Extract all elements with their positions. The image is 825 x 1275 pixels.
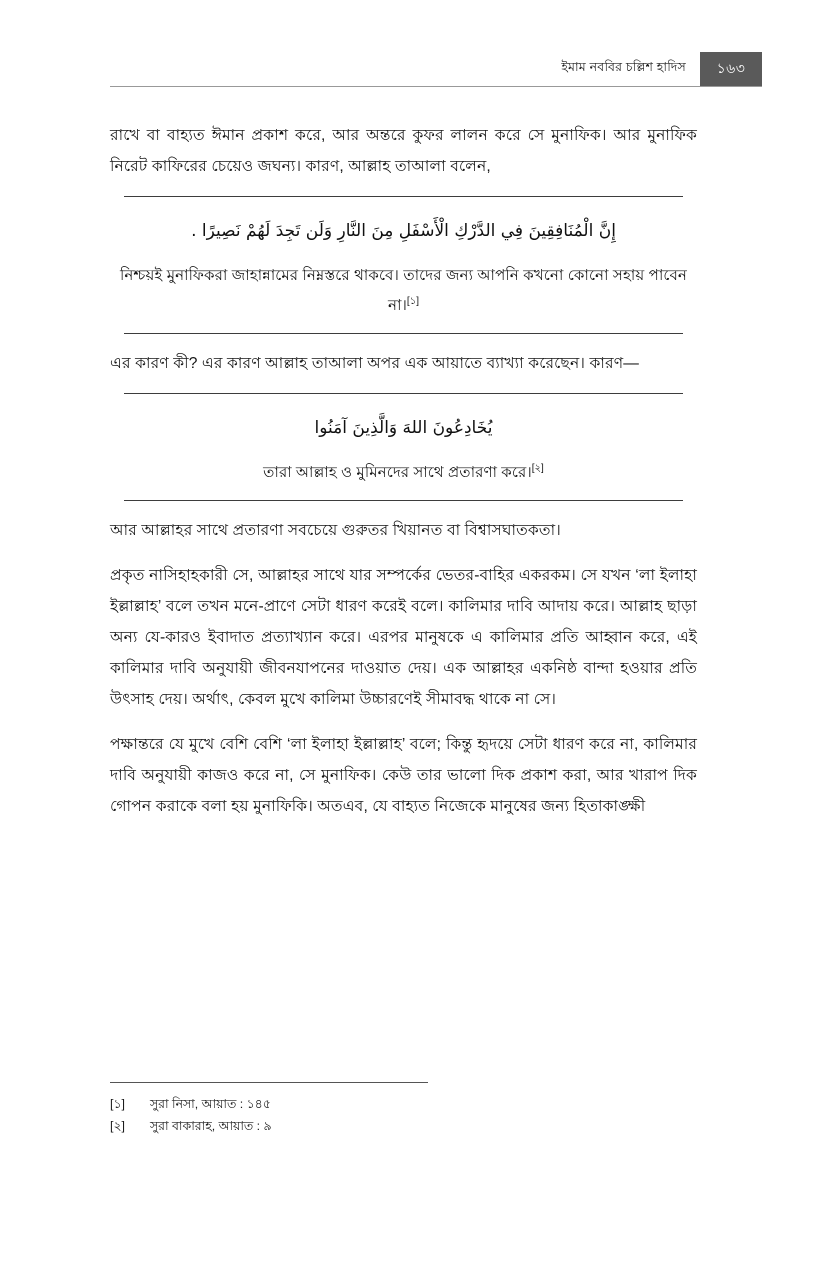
paragraph-4: প্রকৃত নাসিহাহকারী সে, আল্লাহর সাথে যার সম্পর্কের ভেতর-বাহির একরকম। সে যখন ‘লা ইলাহা ইল্লাল্লাহ’ বলে তখন মনে-প্রাণে সেটা ধারণ করেই বলে। কালিমার দাবি আদায় করে। আল্লাহ ছাড়া অন্য যে-কারও ইবাদাত প্রত্যাখ্যান করে। এরপর মানুষকে এ কালিমার প্রতি আহ্বান করে, এই কালিমার দাবি অনুযায়ী জীবনযাপনের দাওয়াত দেয়। এক আল্লাহর একনিষ্ঠ বান্দা হওয়ার প্রতি উৎসাহ দেয়। অর্থাৎ, কেবল মুখে কালিমা উচ্চারণেই সীমাবদ্ধ থাকে না সে। xyxy=(110,567,697,708)
quotation-block-1 xyxy=(110,196,697,334)
footnote-text: সুরা বাকারাহ, আয়াত : ৯ xyxy=(150,1119,272,1133)
footnote-item xyxy=(110,1093,430,1115)
quote-translation-text-1: নিশ্চয়ই মুনাফিকরা জাহান্নামের নিম্নস্তরে থাকবে। তাদের জন্য আপনি কখনো কোনো সহায় পাবেন না। xyxy=(120,267,687,314)
paragraph-5: পক্ষান্তরে যে মুখে বেশি বেশি ‘লা ইলাহা ইল্লাল্লাহ’ বলে; কিন্তু হৃদয়ে সেটা ধারণ করে না, কালিমার দাবি অনুযায়ী কাজও করে না, সে মুনাফিক। কেউ তার ভালো দিক প্রকাশ করা, আর খারাপ দিক গোপন করাকে বলা হয় মুনাফিকি। অতএব, যে বাহ্যত নিজেকে মানুষের জন্য হিতাকাঙ্ক্ষী xyxy=(110,736,697,815)
paragraph-3: আর আল্লাহর সাথে প্রতারণা সবচেয়ে গুরুতর খিয়ানত বা বিশ্বাসঘাতকতা। xyxy=(110,522,561,539)
header-book-title: ইমাম নববির চল্লিশ হাদিস xyxy=(561,60,686,74)
footnote-area xyxy=(110,1082,430,1137)
footnote-text: সুরা নিসা, আয়াত : ১৪৫ xyxy=(150,1097,271,1111)
quote-translation-2 xyxy=(110,458,697,500)
footnote-marker: [১] xyxy=(110,1097,125,1111)
page-content xyxy=(110,120,697,836)
footnote-marker: [২] xyxy=(110,1119,125,1133)
quote-arabic-1: إِنَّ الْمُنَافِقِينَ فِي الدَّرْكِ الْأَسْفَلِ مِنَ النَّارِ وَلَن تَجِدَ لَهُمْ نَصِيرًا . xyxy=(191,221,616,241)
footnote-ref-2[interactable]: [২] xyxy=(531,462,544,474)
header-page-number: ১৬৩ xyxy=(700,52,762,86)
quotation-block-2 xyxy=(110,393,697,501)
quote-bottom-rule-1 xyxy=(124,333,683,334)
quote-translation-text-2: তারা আল্লাহ ও মুমিনদের সাথে প্রতারণা করে। xyxy=(263,464,532,481)
header-divider xyxy=(110,86,762,87)
footnote-ref-1[interactable]: [১] xyxy=(406,295,419,307)
footnote-divider xyxy=(110,1082,428,1083)
paragraph-2: এর কারণ কী? এর কারণ আল্লাহ তাআলা অপর এক আয়াতে ব্যাখ্যা করেছেন। কারণ— xyxy=(110,355,639,372)
quote-bottom-rule-2 xyxy=(124,500,683,501)
paragraph-1: রাখে বা বাহ্যত ঈমান প্রকাশ করে, আর অন্তরে কুফর লালন করে সে মুনাফিক। আর মুনাফিক নিরেট কাফিরের চেয়েও জঘন্য। কারণ, আল্লাহ তাআলা বলেন, xyxy=(110,127,697,175)
quote-arabic-2: يُخَادِعُونَ اللهَ وَالَّذِينَ آمَنُوا xyxy=(314,418,493,438)
footnote-item xyxy=(110,1115,430,1137)
quote-translation-1 xyxy=(110,261,697,333)
running-header xyxy=(110,52,762,86)
